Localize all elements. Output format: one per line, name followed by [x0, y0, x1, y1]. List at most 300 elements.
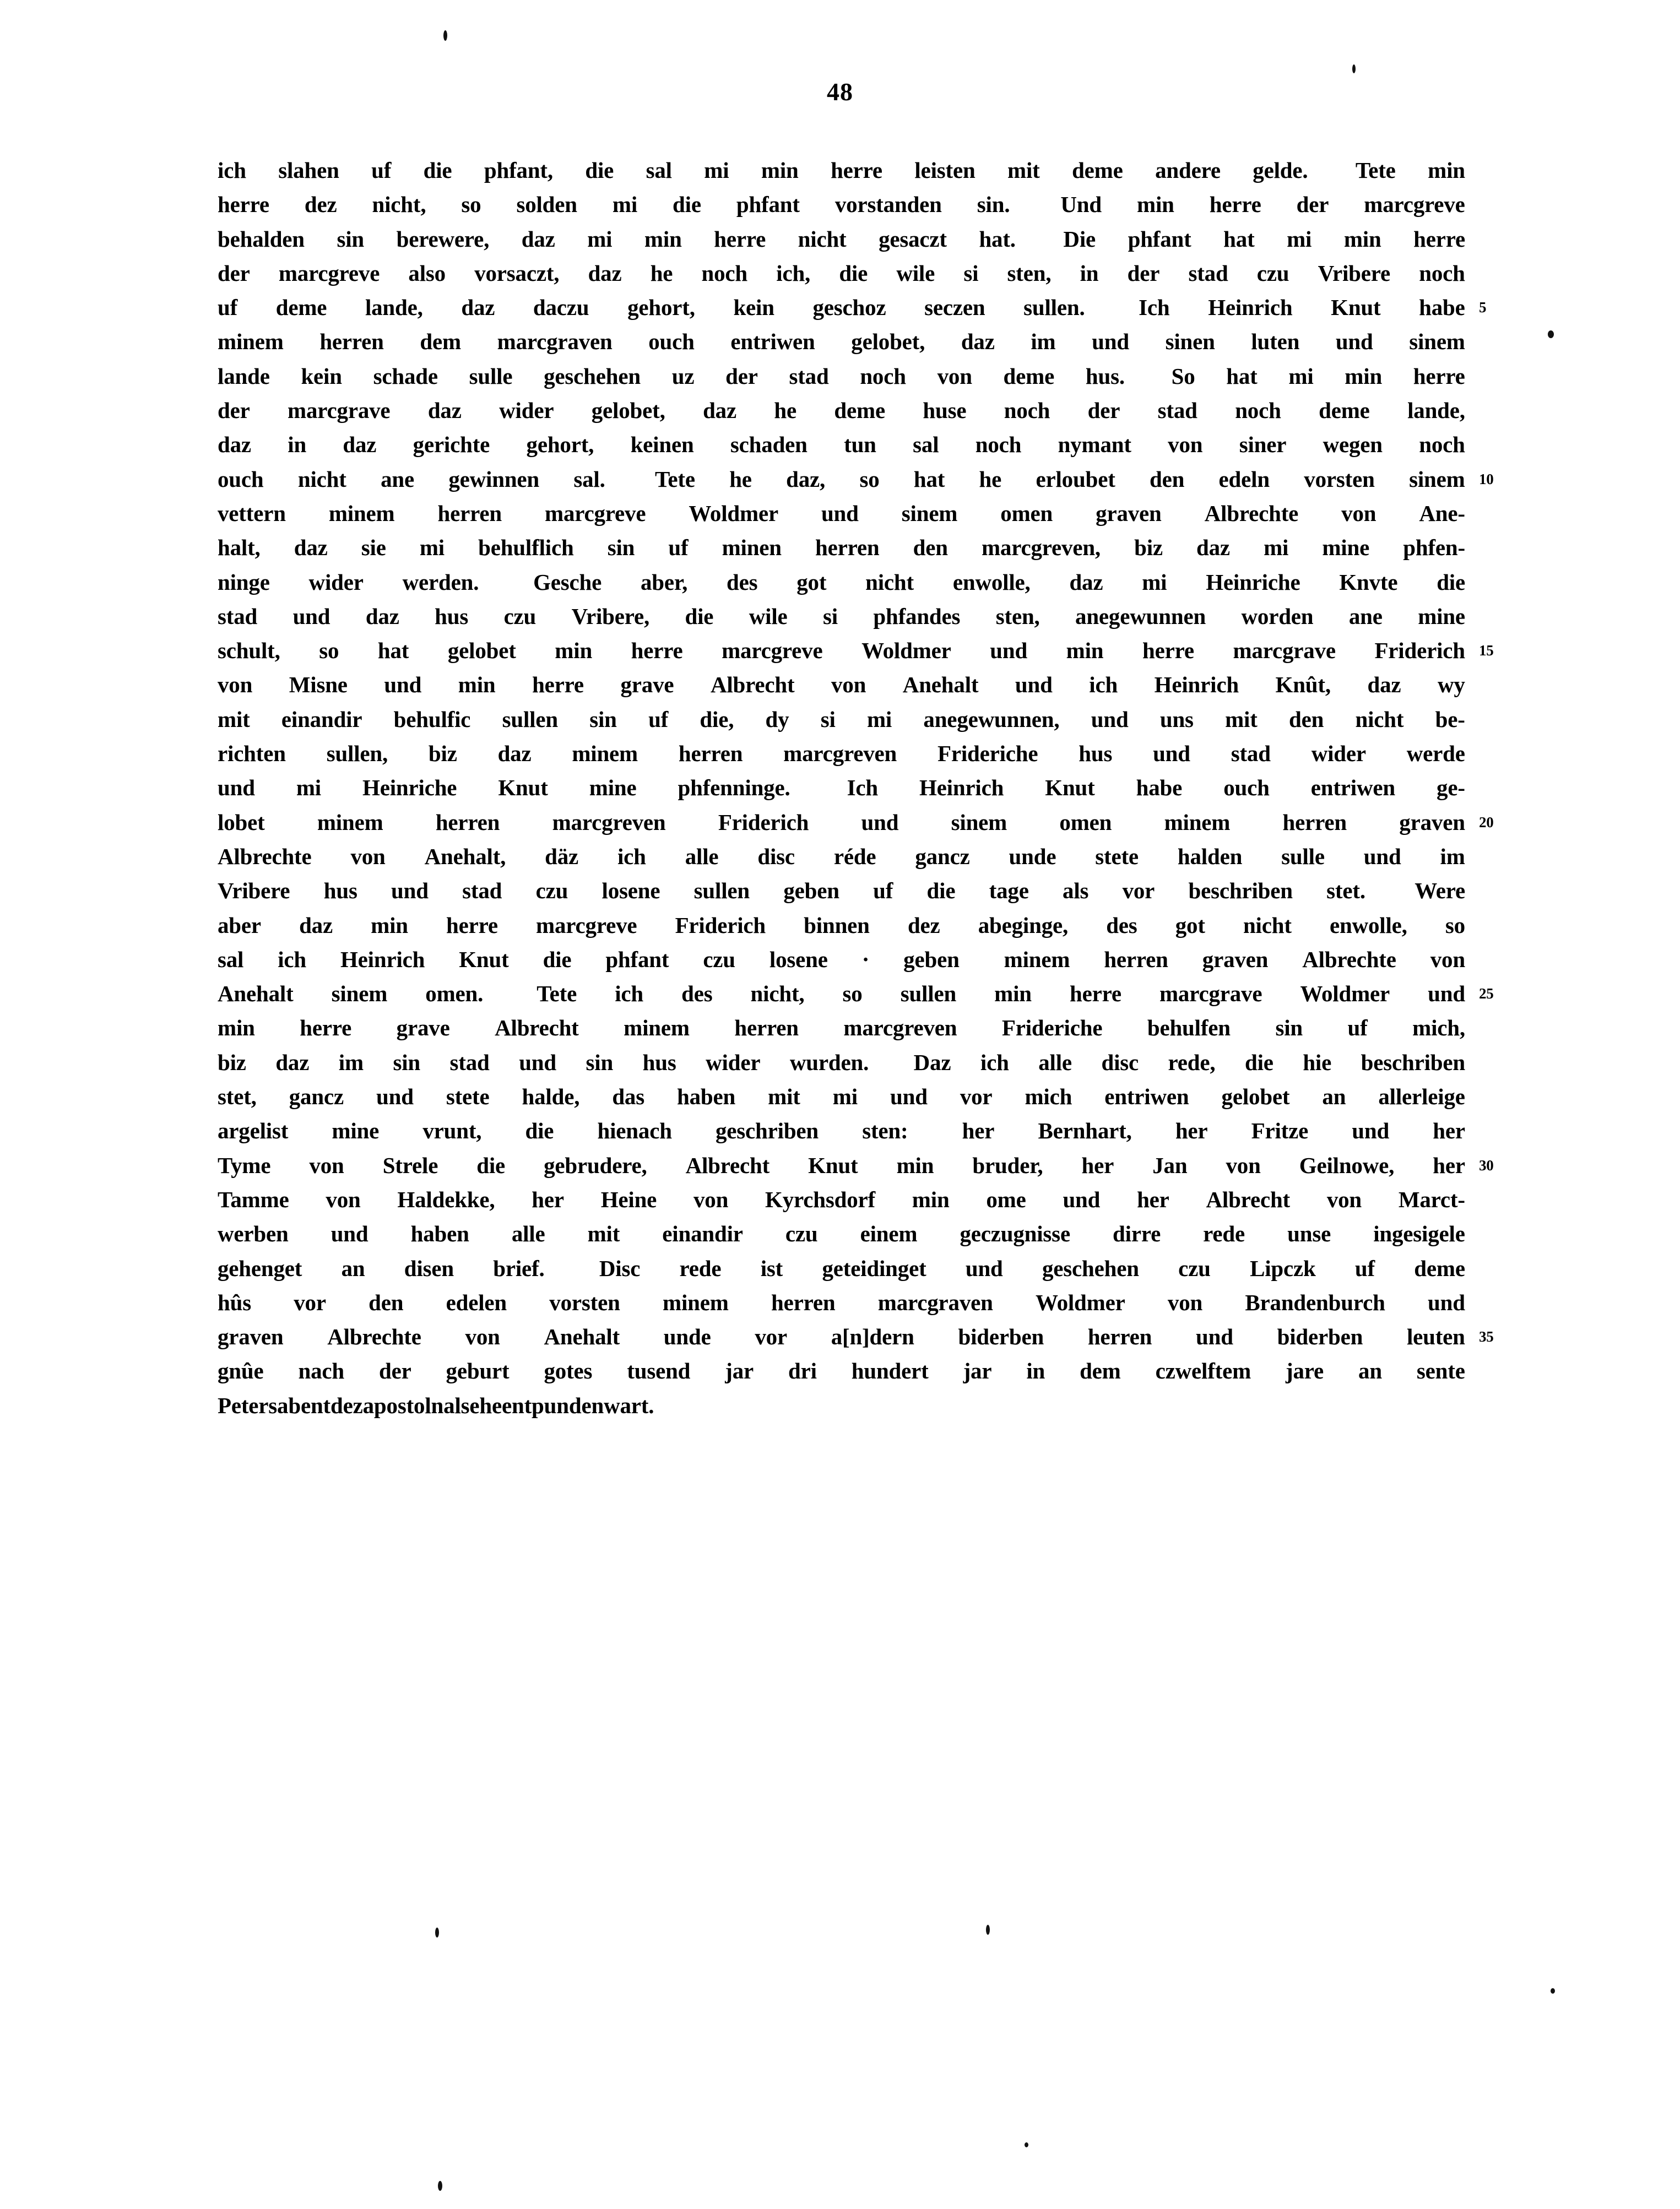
word: min [761, 158, 799, 183]
word: behulfen [1147, 1015, 1231, 1041]
word: noch [701, 260, 748, 286]
word: lande, [1407, 398, 1465, 424]
word: minen [722, 535, 782, 561]
word: mi [832, 1084, 858, 1110]
word: leuten [1406, 1324, 1465, 1350]
word: Heinriche [1206, 569, 1300, 595]
word: habe [1136, 775, 1183, 801]
word: sullen [693, 878, 750, 904]
text-line [218, 496, 1465, 530]
word: Lipczk [1250, 1255, 1316, 1281]
word: ge- [1437, 775, 1465, 801]
word: be- [1435, 706, 1465, 732]
word: lande, [365, 295, 423, 321]
word: grave [620, 672, 674, 698]
word: und [1063, 1186, 1101, 1212]
word: herre [1069, 981, 1121, 1007]
word: hat [1223, 226, 1255, 252]
word: von [218, 672, 253, 698]
text-line-content [218, 805, 1465, 839]
word: sinem [1409, 466, 1465, 492]
word: habe [1419, 295, 1465, 321]
text-line-content [218, 633, 1465, 667]
word: sten: [862, 1118, 908, 1144]
text-line [218, 359, 1465, 393]
word: marcgreve [722, 638, 823, 664]
word: ich [615, 981, 643, 1007]
word: bruder, [972, 1152, 1043, 1178]
word: sullen [502, 706, 558, 732]
text-line-content [218, 770, 1465, 805]
word: und [1427, 1289, 1465, 1315]
word: herren [734, 1015, 799, 1041]
word: Woldmer [1036, 1289, 1125, 1315]
word: graven [218, 1324, 284, 1350]
word: sin [607, 535, 635, 561]
word: herre [1142, 638, 1194, 664]
text-line-content [218, 942, 1465, 976]
word: daczu [533, 295, 589, 321]
text-line [218, 393, 1465, 427]
word: edelen [446, 1289, 507, 1315]
word: sin [589, 706, 617, 732]
line-number-marginal: 10 [1479, 470, 1494, 487]
word: stad [218, 603, 258, 629]
word: deme [275, 295, 327, 321]
word: sullen, [326, 741, 388, 767]
word: werde [1406, 741, 1465, 767]
word: czu [535, 878, 568, 904]
word: entriwen [1104, 1084, 1189, 1110]
line-number-marginal: 25 [1479, 985, 1494, 1002]
word: min [1343, 226, 1381, 252]
word: herre [446, 912, 498, 938]
word: losene [769, 946, 828, 972]
word-gap [1032, 222, 1047, 256]
word: minem [1164, 809, 1231, 835]
word: hus [435, 603, 469, 629]
word: von [1341, 500, 1376, 526]
word: daz [343, 432, 377, 458]
word: den [913, 535, 948, 561]
word: hundert [851, 1358, 929, 1384]
word: noch [1004, 398, 1050, 424]
text-line [218, 942, 1465, 976]
word: sten, [1007, 260, 1052, 286]
word: von [1326, 1186, 1362, 1212]
text-line-content [218, 530, 1465, 565]
word: däz [545, 843, 579, 869]
word: alle [511, 1221, 545, 1247]
word: biderben [958, 1324, 1044, 1350]
word: phfenninge. [678, 775, 790, 801]
word: disen [404, 1255, 454, 1281]
word: czu [785, 1221, 818, 1247]
word: Geilnowe, [1299, 1152, 1395, 1178]
word: czu [1256, 260, 1289, 286]
text-line [218, 1354, 1465, 1388]
word: die [685, 603, 714, 629]
word: beschriben [1188, 878, 1293, 904]
word: ouch [218, 466, 264, 492]
word: min [1137, 192, 1174, 218]
word: si [822, 603, 838, 629]
word: mich [1025, 1084, 1072, 1110]
word: und [890, 1084, 928, 1110]
word: min [555, 638, 593, 664]
text-line-content [218, 359, 1465, 393]
word: rede [679, 1255, 722, 1281]
word: und [1335, 329, 1373, 355]
text-line-content [218, 290, 1465, 324]
word: minem [624, 1015, 690, 1041]
text-line [218, 770, 1465, 805]
word: daz, [786, 466, 826, 492]
word: so [461, 192, 481, 218]
word: daz [218, 432, 251, 458]
word: und [384, 672, 422, 698]
text-line-content [218, 153, 1465, 187]
word-gap [1324, 153, 1340, 187]
word: Knvte [1339, 569, 1398, 595]
word: biderben [1277, 1324, 1363, 1350]
word: phfant [605, 946, 669, 972]
text-line-content [218, 599, 1465, 633]
word: des [1106, 912, 1137, 938]
word: allerleige [1378, 1084, 1465, 1110]
word: herre [1413, 226, 1465, 252]
word: geteidinget [822, 1255, 926, 1281]
word: daz [365, 603, 399, 629]
word: im [1031, 329, 1056, 355]
word: von [937, 363, 972, 389]
word: Tamme [218, 1186, 289, 1212]
word: mit [1225, 706, 1258, 732]
word: von [326, 1186, 361, 1212]
text-line-content [218, 1114, 1465, 1148]
word: worden [1241, 603, 1314, 629]
word: der [725, 363, 758, 389]
word: in [288, 432, 307, 458]
word: und [218, 775, 255, 801]
word: gotes [544, 1358, 593, 1384]
word: wider [499, 398, 554, 424]
word: herre [532, 672, 584, 698]
word: seczen [924, 295, 985, 321]
word: und [990, 638, 1028, 664]
word: omen [1059, 809, 1112, 835]
word: Haldekke, [397, 1186, 495, 1212]
word: werden. [402, 569, 479, 595]
word: Bernhart, [1038, 1118, 1132, 1144]
word: geschoz [812, 295, 886, 321]
word: gnûe [218, 1358, 264, 1384]
word: den [1150, 466, 1185, 492]
word: gancz [915, 843, 970, 869]
word: So [1171, 363, 1195, 389]
word: lobet [218, 809, 265, 835]
word: Und [1060, 192, 1102, 218]
word-gap [1383, 873, 1398, 908]
line-number-marginal: 15 [1479, 642, 1494, 659]
word: den [368, 1289, 404, 1315]
word: vrunt, [422, 1118, 482, 1144]
word: solden [516, 192, 577, 218]
word: abent [277, 1392, 331, 1418]
word: die [476, 1152, 506, 1178]
word: stet, [218, 1084, 257, 1110]
word: minem [218, 329, 284, 355]
word: rede [1203, 1221, 1245, 1247]
word: alse [443, 1392, 480, 1418]
word: nicht [1243, 912, 1292, 938]
word: halden [1177, 843, 1243, 869]
text-line-content [218, 736, 1465, 770]
word: und [1352, 1118, 1390, 1144]
word: vor [1122, 878, 1155, 904]
word: wart. [604, 1392, 654, 1418]
word: einem [860, 1221, 918, 1247]
word: daz [1196, 535, 1230, 561]
word: marcgreve [278, 260, 380, 286]
ink-speck [1551, 1988, 1555, 1994]
word: uf [1347, 1015, 1368, 1041]
word: mit [587, 1221, 620, 1247]
word: von [1430, 946, 1465, 972]
word: biz [218, 1049, 246, 1075]
word: die [1244, 1049, 1273, 1075]
ink-speck [435, 1928, 439, 1937]
word: deme [1319, 398, 1370, 424]
word: ich [278, 946, 307, 972]
word: uf [668, 535, 689, 561]
word: sullen [900, 981, 957, 1007]
word: gebrudere, [544, 1152, 647, 1178]
word: kein [733, 295, 774, 321]
ink-speck [1025, 2142, 1028, 2147]
word: herren [1282, 809, 1347, 835]
text-line-content [218, 565, 1465, 599]
word: marcgreve [536, 912, 637, 938]
text-line [218, 222, 1465, 256]
text-line-content [218, 873, 1465, 908]
word: beschriben [1361, 1049, 1465, 1075]
word: Vribere [218, 878, 290, 904]
word: geschehen [1042, 1255, 1139, 1281]
word: Ich [847, 775, 878, 801]
word: tusend [627, 1358, 691, 1384]
word: und [519, 1049, 557, 1075]
word: ome [986, 1186, 1026, 1212]
text-line [218, 667, 1465, 702]
word-gap [622, 462, 638, 496]
word: Gesche [533, 569, 602, 595]
word: graven [1399, 809, 1465, 835]
word: nicht, [750, 981, 805, 1007]
word: hie [1303, 1049, 1332, 1075]
text-line-content [218, 667, 1465, 702]
word: mi [866, 706, 892, 732]
text-line-content [218, 1320, 1465, 1354]
text-line [218, 1320, 1494, 1354]
word: uns [1159, 706, 1194, 732]
word: behulflich [478, 535, 574, 561]
text-line-content [218, 1251, 1465, 1285]
text-line [218, 1011, 1465, 1045]
word: nicht [798, 226, 847, 252]
word: von [1226, 1152, 1261, 1178]
word: Albrecht [1206, 1186, 1290, 1212]
word: Strele [382, 1152, 438, 1178]
word: he [979, 466, 1002, 492]
text-line [218, 1045, 1465, 1079]
word: ich [1089, 672, 1118, 698]
word: haben [410, 1221, 469, 1247]
word: nicht [865, 569, 914, 595]
text-line-content [218, 1354, 1465, 1388]
word: stet. [1326, 878, 1365, 904]
word-gap [564, 1251, 579, 1285]
word: sal [218, 946, 244, 972]
word: an [341, 1255, 365, 1281]
text-line-content [218, 496, 1465, 530]
text-line [218, 1285, 1465, 1320]
word: phfant [1128, 226, 1191, 252]
word: ich, [776, 260, 811, 286]
word: sinem [331, 981, 388, 1007]
word: sente [1416, 1358, 1465, 1384]
word: daz [961, 329, 995, 355]
word: unse [1287, 1221, 1331, 1247]
word: herre [218, 192, 269, 218]
word-gap [498, 565, 514, 599]
word: her [1175, 1118, 1208, 1144]
word: dem [420, 329, 461, 355]
text-line [218, 976, 1494, 1011]
text-line [218, 324, 1465, 359]
text-line [218, 187, 1465, 221]
text-line-content [218, 839, 1465, 873]
word: min [644, 226, 682, 252]
word: sulle [1281, 843, 1325, 869]
word: wile [896, 260, 935, 286]
word: Kyrchsdorf [765, 1186, 875, 1212]
text-line-content [218, 427, 1465, 462]
text-line [218, 1251, 1465, 1285]
word: daz [461, 295, 495, 321]
word: andere [1155, 158, 1221, 183]
word: schaden [730, 432, 808, 458]
word: daz [521, 226, 555, 252]
word: behalden [218, 226, 305, 252]
word: Disc [599, 1255, 641, 1281]
word: brief. [493, 1255, 545, 1281]
word: erloubet [1036, 466, 1115, 492]
word: hus [642, 1049, 676, 1075]
word: geben [903, 946, 960, 972]
word: entriwen [730, 329, 815, 355]
word: gehort, [526, 432, 594, 458]
word: phfen- [1403, 535, 1465, 561]
word: entpunden [502, 1392, 604, 1418]
word: in [1080, 260, 1099, 286]
word: dez [907, 912, 940, 938]
word: daz [588, 260, 622, 286]
line-number-marginal: 30 [1479, 1157, 1494, 1174]
word: ouch [648, 329, 695, 355]
word: mine [1322, 535, 1370, 561]
word: enwolle, [1329, 912, 1407, 938]
word: tage [989, 878, 1029, 904]
word: sin [393, 1049, 421, 1075]
text-line [218, 1182, 1465, 1217]
word: herre [1413, 363, 1465, 389]
word: nach [298, 1358, 344, 1384]
word: die [423, 158, 452, 183]
word: herre [1209, 192, 1261, 218]
word: herren [1104, 946, 1168, 972]
word: Heinrich [1154, 672, 1239, 698]
word: uf [873, 878, 893, 904]
ink-speck [1548, 330, 1554, 338]
word: stete [1095, 843, 1139, 869]
word: nicht [297, 466, 346, 492]
word: daz [1367, 672, 1401, 698]
word: von [465, 1324, 500, 1350]
word: daz [497, 741, 532, 767]
word: graven [1202, 946, 1269, 972]
word: minem [663, 1289, 729, 1315]
word: min [896, 1152, 934, 1178]
word: als [1063, 878, 1089, 904]
word: gelde. [1253, 158, 1308, 183]
word-gap [1140, 359, 1156, 393]
word: hus [1079, 741, 1113, 767]
word: mi [612, 192, 638, 218]
word: abeginge, [978, 912, 1069, 938]
word: jar [725, 1358, 754, 1384]
word: Marct- [1398, 1186, 1465, 1212]
text-line [218, 1148, 1494, 1182]
word: vorsten [1304, 466, 1375, 492]
word: Were [1415, 878, 1465, 904]
word: Ane- [1419, 500, 1465, 526]
text-line-content [218, 324, 1465, 359]
word: Knût, [1275, 672, 1331, 698]
word: uf [218, 295, 238, 321]
word: Friderich [675, 912, 766, 938]
word: sin. [977, 192, 1010, 218]
word: disc [1101, 1049, 1139, 1075]
word: her [1137, 1186, 1169, 1212]
word: geschriben [715, 1118, 819, 1144]
word: Albrecht [685, 1152, 770, 1178]
word: uf [1354, 1255, 1375, 1281]
word: phfant [736, 192, 800, 218]
page-number: 48 [827, 78, 853, 106]
word: gewinnen [448, 466, 540, 492]
word: gelobet [447, 638, 516, 664]
ink-speck [443, 30, 447, 41]
text-line [218, 873, 1465, 908]
word: hus [323, 878, 357, 904]
word: minem [317, 809, 383, 835]
word: Ich [1139, 295, 1170, 321]
ink-speck [438, 2181, 442, 2191]
word: mi [296, 775, 321, 801]
word: der [218, 260, 250, 286]
word: Albrecht [710, 672, 795, 698]
